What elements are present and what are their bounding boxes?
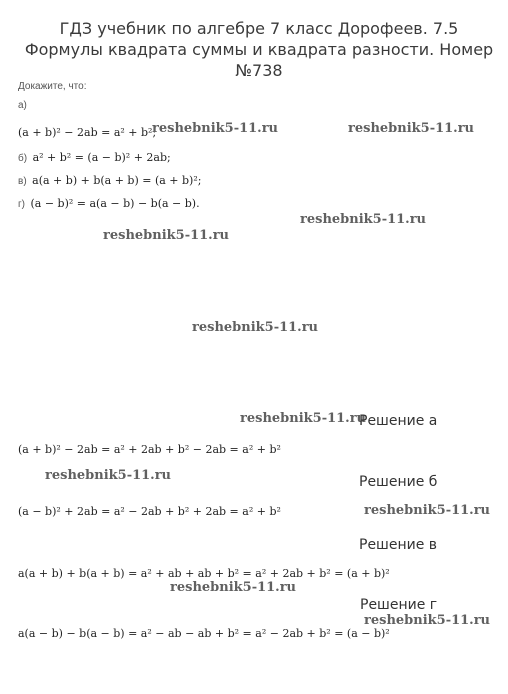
solution-c-expression: a(a + b) + b(a + b) = a² + ab + ab + b² = a² + 2ab + b² = (a + b)²	[18, 567, 390, 580]
watermark: reshebnik5-11.ru	[45, 468, 172, 483]
solution-b-expression: (a − b)² + 2ab = a² − 2ab + b² + 2ab = a² + b²	[18, 505, 281, 518]
watermark: reshebnik5-11.ru	[364, 613, 491, 628]
part-b-label: б)	[18, 153, 28, 164]
solution-a-expression: (a + b)² − 2ab = a² + 2ab + b² − 2ab = a² + b²	[18, 443, 281, 456]
solution-c-heading: Решение в	[359, 537, 438, 553]
task-a-expression: (a + b)² − 2ab = a² + b²;	[18, 126, 157, 139]
task-intro: Докажите, что:	[18, 81, 87, 92]
task-b-expression: a² + b² = (a − b)² + 2ab;	[32, 151, 171, 164]
task-c	[18, 174, 201, 187]
solution-b-heading: Решение б	[359, 474, 438, 490]
part-c-label: в)	[18, 176, 27, 187]
watermark: reshebnik5-11.ru	[170, 580, 297, 595]
task-c-expression: a(a + b) + b(a + b) = (a + b)²;	[32, 174, 202, 187]
task-d	[18, 197, 200, 210]
watermark: reshebnik5-11.ru	[300, 212, 427, 227]
task-b	[18, 151, 171, 164]
solution-d-expression: a(a − b) − b(a − b) = a² − ab − ab + b² = a² − 2ab + b² = (a − b)²	[18, 627, 390, 640]
solution-a-heading: Решение а	[359, 413, 438, 429]
solution-d-heading: Решение г	[360, 597, 438, 613]
watermark: reshebnik5-11.ru	[152, 121, 279, 136]
watermark: reshebnik5-11.ru	[103, 228, 230, 243]
page-title: ГДЗ учебник по алгебре 7 класс Дорофеев. 7.5 Формулы квадрата суммы и квадрата разности. Номер №738	[24, 19, 494, 80]
part-a-label: а)	[18, 100, 27, 111]
watermark: reshebnik5-11.ru	[240, 411, 367, 426]
watermark: reshebnik5-11.ru	[192, 320, 319, 335]
watermark: reshebnik5-11.ru	[364, 503, 491, 518]
part-d-label: г)	[18, 199, 25, 210]
task-d-expression: (a − b)² = a(a − b) − b(a − b).	[30, 197, 200, 210]
watermark: reshebnik5-11.ru	[348, 121, 475, 136]
